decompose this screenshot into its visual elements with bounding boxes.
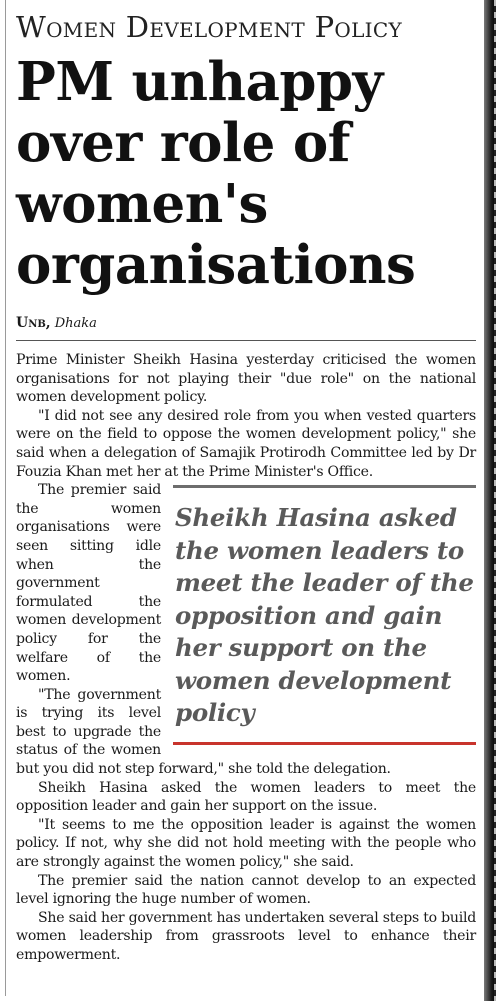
byline-divider xyxy=(16,340,476,341)
byline-agency: Unb, xyxy=(16,315,51,331)
article-paragraph: She said her government has undertaken several steps to build women leadership from grassroots level to enhance their empowerment. xyxy=(16,909,476,963)
article-paragraph: The premier said the nation cannot develop to an expected level ignoring the huge number of women. xyxy=(16,872,476,908)
pull-quote-bottom-rule xyxy=(173,742,476,745)
column-rule-left xyxy=(5,0,6,996)
article xyxy=(16,8,476,965)
article-paragraph: "I did not see any desired role from you when vested quarters were on the field to oppose the women development policy," she said when a delegation of Samajik Protirodh Committee led by Dr Fouzia Khan met her at the Prime Minister's Office. xyxy=(16,407,476,480)
article-paragraph: Prime Minister Sheikh Hasina yesterday criticised the women organisations for not playing their "due role" on the national women development policy. xyxy=(16,352,476,406)
pull-quote xyxy=(173,485,476,745)
article-paragraph: The premier said the women organisations were seen sitting idle when the government formulated the women development policy for the welfare of the women. xyxy=(16,482,161,685)
pull-quote-text: Sheikh Hasina asked the women leaders to meet the leader of the opposition and gain her support on the women development policy xyxy=(175,503,474,728)
article-kicker: Women Development Policy xyxy=(16,10,402,44)
byline xyxy=(16,313,476,334)
byline-dateline: Dhaka xyxy=(54,316,97,331)
article-headline: PM unhappy over role of women's organisations xyxy=(16,51,416,296)
article-paragraph: Sheikh Hasina asked the women leaders to meet the opposition leader and gain her support on the issue. xyxy=(16,779,476,815)
article-paragraph: "The government is trying its level best to upgrade the status of the women but you did not step forward," she told the delegation. xyxy=(16,686,391,778)
article-body xyxy=(16,351,476,965)
article-paragraph: "It seems to me the opposition leader is against the women policy. If not, why she did not hold meeting with the people who are strongly against the women policy," she said. xyxy=(16,816,476,871)
